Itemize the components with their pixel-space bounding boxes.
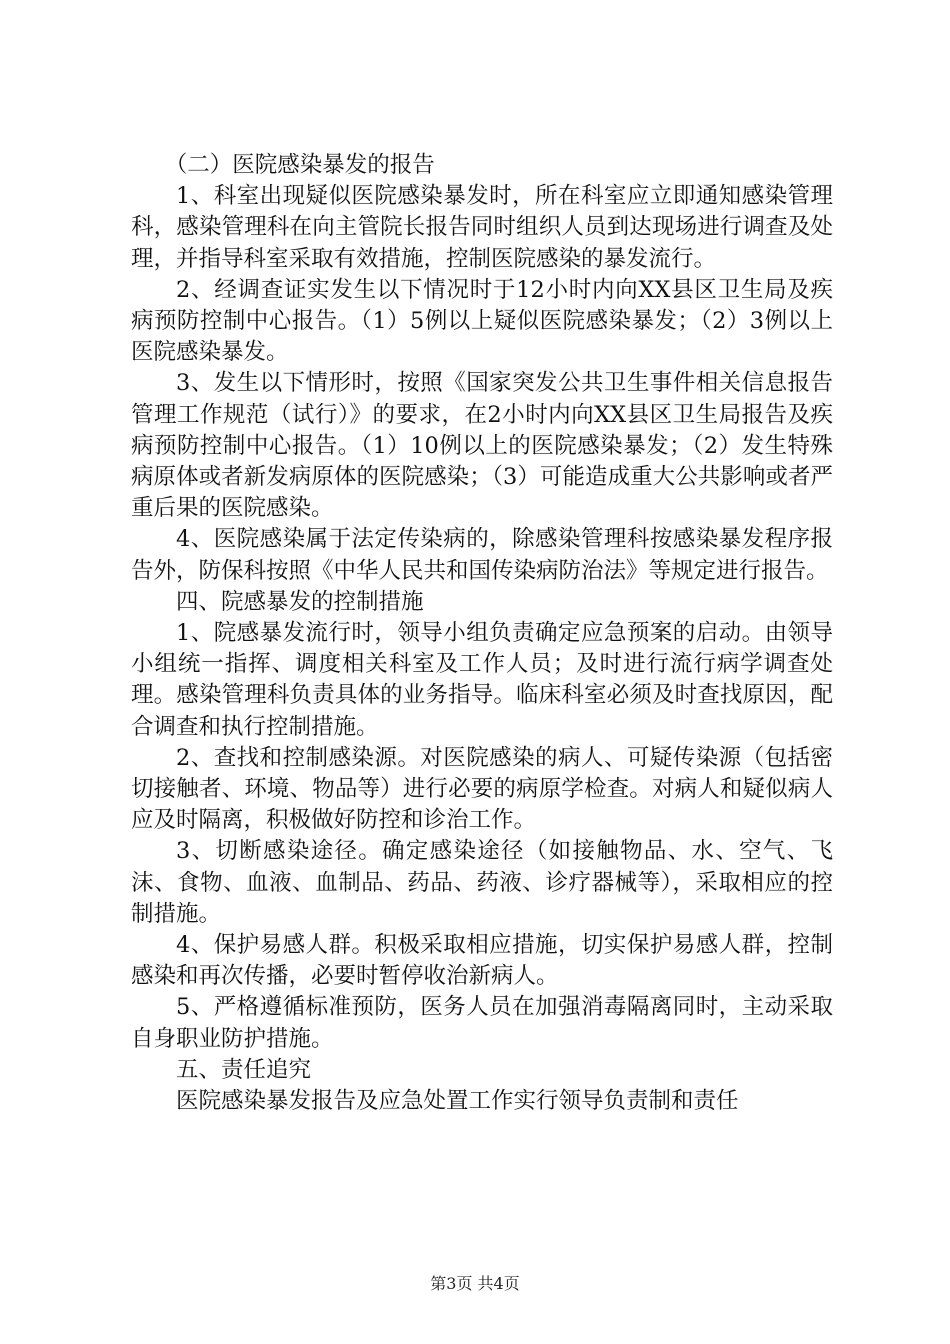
- section-heading-report: （二）医院感染暴发的报告: [164, 152, 435, 178]
- paragraph: 医院感染暴发报告及应急处置工作实行领导负责制和责任: [176, 1088, 739, 1115]
- paragraph: 5、严格遵循标准预防，医务人员在加强消毒隔离同时，主动采取自身职业防护措施。: [131, 994, 833, 1052]
- document-body: [131, 150, 833, 1117]
- paragraph: 4、医院感染属于法定传染病的，除感染管理科按感染暴发程序报告外，防保科按照《中华人民共和国传染病防治法》等规定进行报告。: [131, 526, 833, 584]
- paragraph: 2、查找和控制感染源。对医院感染的病人、可疑传染源（包括密切接触者、环境、物品等）进行必要的病原学检查。对病人和疑似病人应及时隔离，积极做好防控和诊治工作。: [131, 744, 833, 834]
- paragraph: 4、保护易感人群。积极采取相应措施，切实保护易感人群，控制感染和再次传播，必要时暂停收治新病人。: [131, 932, 833, 990]
- paragraph: 3、发生以下情形时，按照《国家突发公共卫生事件相关信息报告管理工作规范（试行）》的要求，在2小时内向XX县区卫生局报告及疾病预防控制中心报告。（1）10例以上的医院感染暴发；（2）发生特殊病原体或者新发病原体的医院感染；（3）可能造成重大公共影响或者严重后果的医院感染。: [131, 370, 833, 522]
- paragraph: 1、科室出现疑似医院感染暴发时，所在科室应立即通知感染管理科，感染管理科在向主管院长报告同时组织人员到达现场进行调查及处理，并指导科室采取有效措施，控制医院感染的暴发流行。: [131, 183, 833, 272]
- paragraph: 1、院感暴发流行时，领导小组负责确定应急预案的启动。由领导小组统一指挥、调度相关科室及工作人员；及时进行流行病学调查处理。感染管理科负责具体的业务指导。临床科室必须及时查找原因，配合调查和执行控制措施。: [131, 620, 833, 740]
- page-number-footer: 第3页 共4页: [430, 1274, 520, 1293]
- paragraph: 3、切断感染途径。确定感染途径（如接触物品、水、空气、飞沫、食物、血液、血制品、药品、药液、诊疗器械等），采取相应的控制措施。: [131, 838, 833, 927]
- section-heading-accountability: 五、责任追究: [176, 1056, 312, 1083]
- paragraph: 2、经调查证实发生以下情况时于12小时内向XX县区卫生局及疾病预防控制中心报告。（1）5例以上疑似医院感染暴发；（2）3例以上医院感染暴发。: [131, 276, 833, 366]
- section-heading-control: 四、院感暴发的控制措施: [176, 588, 424, 615]
